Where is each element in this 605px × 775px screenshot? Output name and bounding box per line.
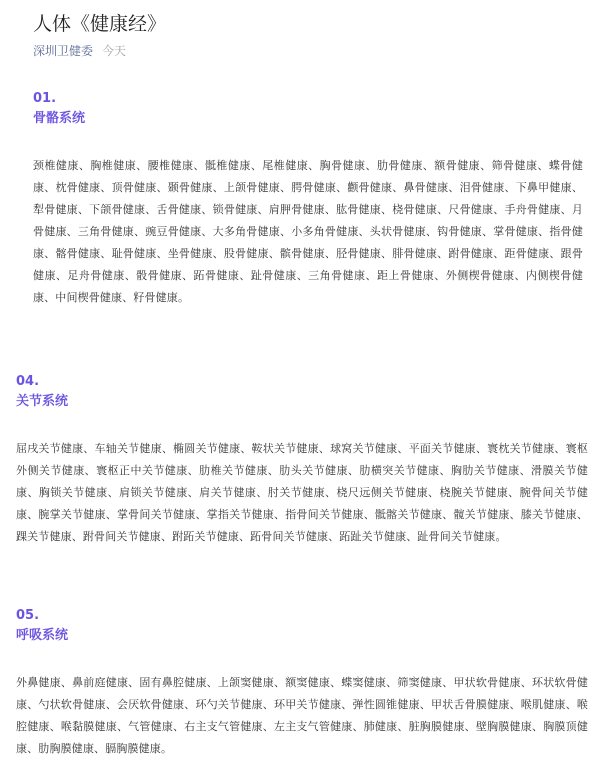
section-body: 屈戌关节健康、车轴关节健康、椭圆关节健康、鞍状关节健康、球窝关节健康、平面关节健康、寰枕关节健康、寰枢外侧关节健康、寰枢正中关节健康、肋椎关节健康、肋头关节健康、肋横突关节健康、胸肋关节健康、滑膜关节健康、胸锁关节健康、肩锁关节健康、肩关节健康、肘关节健康、桡尺远侧关节健康、桡腕关节健康、腕骨间关节健康、腕掌关节健康、掌骨间关节健康、掌指关节健康、指骨间关节健康、骶髂关节健康、髋关节健康、膝关节健康、踝关节健康、跗骨间关节健康、跗跖关节健康、跖骨间关节健康、跖趾关节健康、趾骨间关节健康。 [16,442,588,543]
article-meta [33,42,126,59]
section-number: 01. [33,91,57,106]
author-link[interactable]: 深圳卫健委 [33,44,94,58]
publish-date: 今天 [102,44,127,58]
section-respiratory-system [16,606,588,760]
section-joint-system [16,372,588,548]
section-number: 04. [16,374,40,389]
section-body: 颈椎健康、胸椎健康、腰椎健康、骶椎健康、尾椎健康、胸骨健康、肋骨健康、额骨健康、筛骨健康、蝶骨健康、枕骨健康、顶骨健康、颞骨健康、上颌骨健康、腭骨健康、颧骨健康、鼻骨健康、泪骨健康、下鼻甲健康、犁骨健康、下颌骨健康、舌骨健康、锁骨健康、肩胛骨健康、肱骨健康、桡骨健康、尺骨健康、手舟骨健康、月骨健康、三角骨健康、豌豆骨健康、大多角骨健康、小多角骨健康、头状骨健康、钩骨健康、掌骨健康、指骨健康、髂骨健康、耻骨健康、坐骨健康、股骨健康、髌骨健康、胫骨健康、腓骨健康、跗骨健康、距骨健康、跟骨健康、足舟骨健康、骰骨健康、跖骨健康、趾骨健康、三角骨健康、距上骨健康、外侧楔骨健康、内侧楔骨健康、中间楔骨健康、籽骨健康。 [33,159,583,304]
article-title: 人体《健康经》 [33,13,167,35]
section-heading: 骨骼系统 [33,111,86,126]
section-heading: 关节系统 [16,394,69,409]
section-skeletal-system [33,89,583,309]
section-heading: 呼吸系统 [16,628,69,643]
section-number: 05. [16,608,40,623]
section-body: 外鼻健康、鼻前庭健康、固有鼻腔健康、上颌窦健康、额窦健康、蝶窦健康、筛窦健康、甲状软骨健康、环状软骨健康、勺状软骨健康、会厌软骨健康、环勺关节健康、环甲关节健康、弹性圆锥健康、甲状舌骨膜健康、喉肌健康、喉腔健康、喉黏膜健康、气管健康、右主支气管健康、左主支气管健康、肺健康、脏胸膜健康、壁胸膜健康、胸膜顶健康、肋胸膜健康、膈胸膜健康。 [16,676,588,755]
